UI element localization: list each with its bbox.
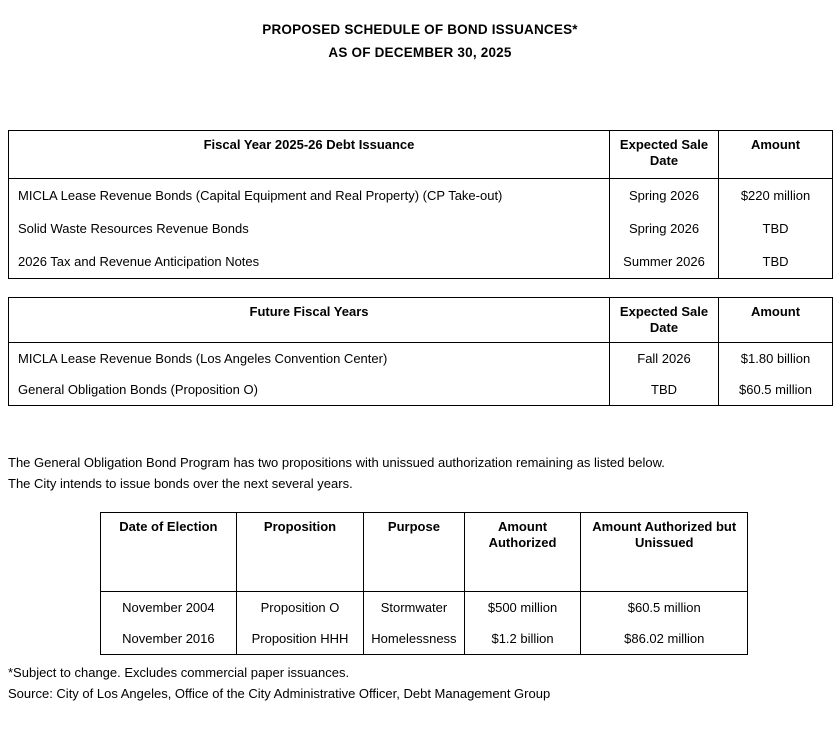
cell-amount: $60.5 million [719, 374, 833, 406]
column-header-expected-sale-date: Expected Sale Date [610, 131, 719, 179]
cell-purpose: Stormwater [364, 592, 464, 624]
table-row [101, 623, 748, 655]
table-row [9, 343, 833, 375]
footnote-subject-to-change: *Subject to change. Excludes commercial paper issuances. [8, 665, 350, 680]
cell-amount: TBD [719, 212, 833, 245]
column-header-description: Future Fiscal Years [9, 298, 610, 343]
cell-expected-sale-date: TBD [610, 374, 719, 406]
cell-amount-authorized: $1.2 billion [464, 623, 581, 655]
cell-expected-sale-date: Spring 2026 [610, 179, 719, 213]
column-header-description: Fiscal Year 2025-26 Debt Issuance [9, 131, 610, 179]
column-header-proposition: Proposition [236, 513, 364, 592]
cell-date-of-election: November 2016 [122, 631, 215, 646]
footnote-source: Source: City of Los Angeles, Office of the City Administrative Officer, Debt Management Group [8, 686, 551, 701]
column-header-date-of-election: Date of Election [101, 513, 237, 592]
table-row [9, 374, 833, 406]
cell-description: 2026 Tax and Revenue Anticipation Notes [18, 254, 260, 269]
cell-description: General Obligation Bonds (Proposition O) [18, 382, 258, 397]
column-header-amount: Amount [719, 298, 833, 343]
table-header-row [9, 298, 833, 343]
cell-description: Solid Waste Resources Revenue Bonds [18, 221, 249, 236]
table-row [101, 592, 748, 624]
cell-amount-unissued: $86.02 million [581, 623, 748, 655]
cell-proposition: Proposition HHH [236, 623, 364, 655]
column-header-amount-authorized-but-unissued: Amount Authorized but Unissued [581, 513, 748, 592]
cell-description: MICLA Lease Revenue Bonds (Los Angeles Convention Center) [18, 351, 388, 366]
column-header-amount-authorized: Amount Authorized [464, 513, 581, 592]
table-row [9, 179, 833, 213]
cell-expected-sale-date: Spring 2026 [610, 212, 719, 245]
cell-purpose: Homelessness [364, 623, 464, 655]
go-program-note [8, 452, 832, 494]
cell-expected-sale-date: Summer 2026 [610, 245, 719, 279]
footnotes [8, 662, 832, 704]
table-header-row [101, 513, 748, 592]
cell-date-of-election: November 2004 [122, 600, 215, 615]
go-program-note-line-1: The General Obligation Bond Program has two propositions with unissued authorization remaining as listed below. [8, 455, 665, 470]
table-header-row [9, 131, 833, 179]
general-obligation-program-table [100, 512, 748, 655]
cell-description: MICLA Lease Revenue Bonds (Capital Equipment and Real Property) (CP Take-out) [18, 188, 503, 203]
cell-amount-authorized: $500 million [464, 592, 581, 624]
cell-expected-sale-date: Fall 2026 [610, 343, 719, 375]
page-title-line-1: PROPOSED SCHEDULE OF BOND ISSUANCES* [262, 22, 578, 37]
cell-amount: TBD [719, 245, 833, 279]
cell-amount: $1.80 billion [719, 343, 833, 375]
column-header-amount: Amount [719, 131, 833, 179]
cell-amount: $220 million [719, 179, 833, 213]
column-header-expected-sale-date: Expected Sale Date [610, 298, 719, 343]
table-row [9, 212, 833, 245]
column-header-purpose: Purpose [364, 513, 464, 592]
page-title-line-2: AS OF DECEMBER 30, 2025 [328, 45, 512, 60]
fiscal-year-issuance-table [8, 130, 833, 279]
page-title [0, 18, 840, 64]
table-row [9, 245, 833, 279]
cell-amount-unissued: $60.5 million [581, 592, 748, 624]
cell-proposition: Proposition O [236, 592, 364, 624]
future-fiscal-years-table [8, 297, 833, 406]
go-program-note-line-2: The City intends to issue bonds over the next several years. [8, 476, 353, 491]
